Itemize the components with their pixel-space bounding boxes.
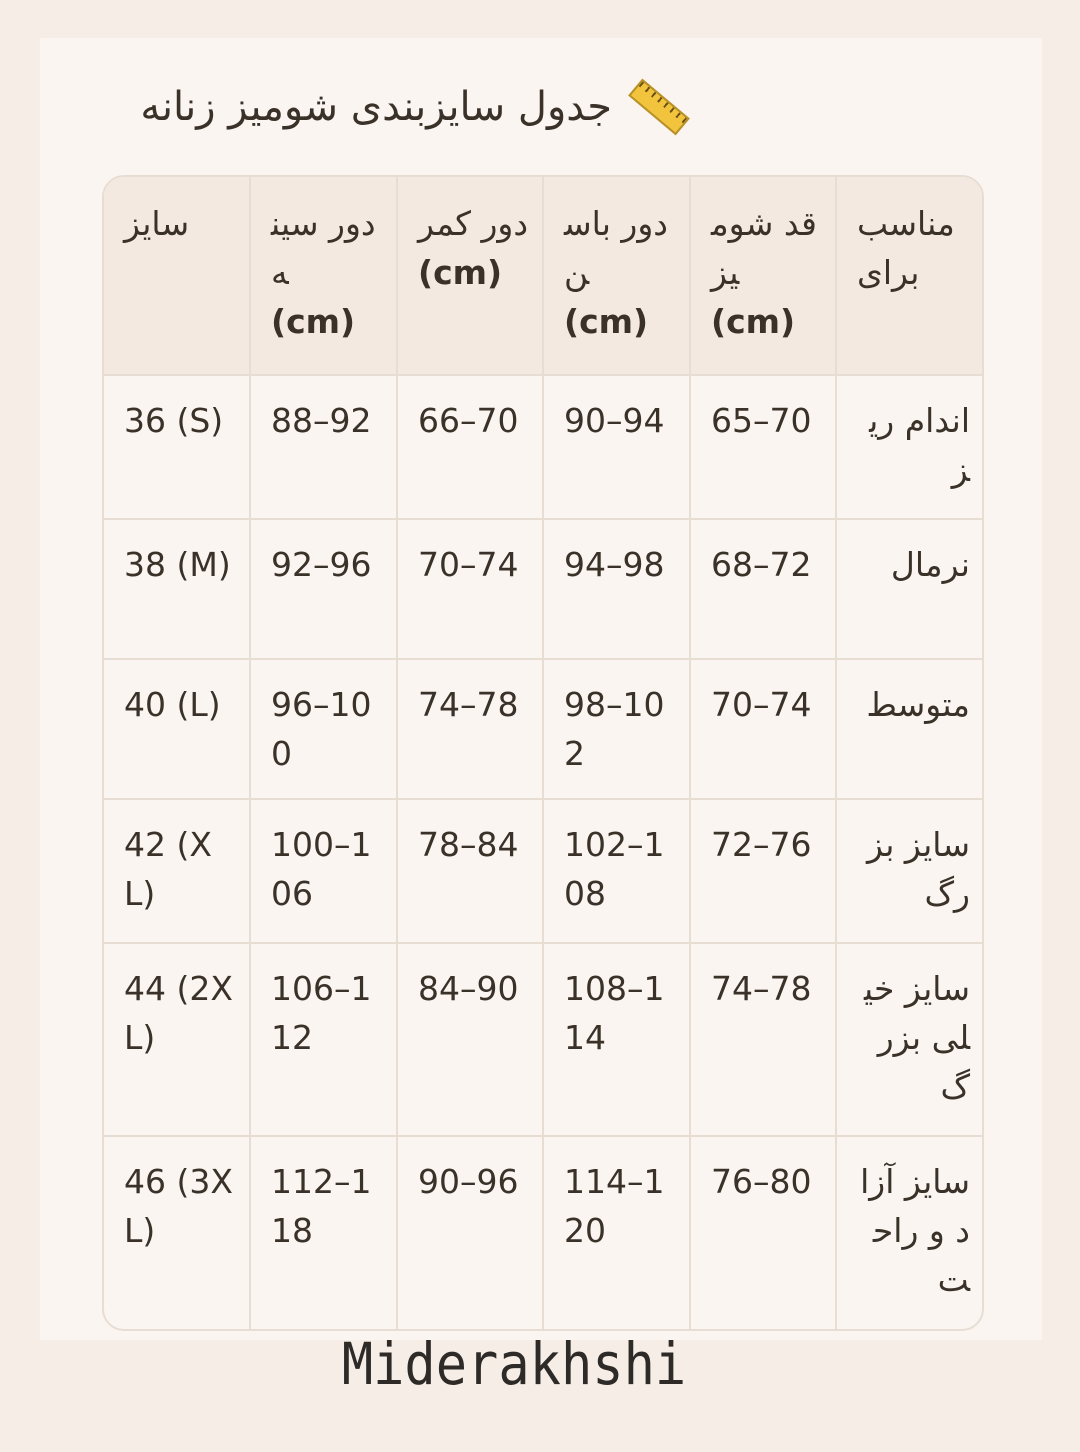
header-waist <box>397 177 543 375</box>
cell-fit: متوسط <box>836 659 982 799</box>
table-row <box>104 659 982 799</box>
header-unit: (cm) <box>271 302 356 341</box>
cell-size: 42 (XL) <box>104 799 250 943</box>
cell-size: 44 (2XL) <box>104 943 250 1136</box>
cell-bust: 88–92 <box>250 375 397 519</box>
cell-waist: 84–90 <box>397 943 543 1136</box>
cell-length: 70–74 <box>690 659 836 799</box>
cell-hip: 114–120 <box>543 1136 690 1329</box>
cell-waist: 74–78 <box>397 659 543 799</box>
header-label: دور سینه <box>271 204 376 292</box>
header-length <box>690 177 836 375</box>
header-label: دور باسن <box>564 204 668 292</box>
cell-waist: 66–70 <box>397 375 543 519</box>
cell-bust: 100–106 <box>250 799 397 943</box>
cell-fit: سایز آزاد و راحت <box>860 1162 970 1299</box>
cell-fit: نرمال <box>836 519 982 659</box>
cell-waist: 90–96 <box>397 1136 543 1329</box>
cell-size: 40 (L) <box>104 659 250 799</box>
cell-bust: 96–100 <box>250 659 397 799</box>
header-label: دور کمر <box>418 204 529 243</box>
ruler-icon <box>628 79 690 136</box>
cell-bust: 112–118 <box>250 1136 397 1329</box>
size-table <box>102 175 984 1331</box>
cell-bust: 106–112 <box>250 943 397 1136</box>
cell-fit: سایز بزرگ <box>836 799 982 943</box>
header-unit: (cm) <box>711 302 796 341</box>
cell-waist: 70–74 <box>397 519 543 659</box>
cell-size: 38 (M) <box>104 519 250 659</box>
header-unit: (cm) <box>418 253 503 292</box>
header-fit <box>836 177 982 375</box>
table-header-row <box>104 177 982 375</box>
header-hip <box>543 177 690 375</box>
table-row <box>104 519 982 659</box>
cell-length: 68–72 <box>690 519 836 659</box>
table-row <box>104 943 982 1136</box>
cell-length: 72–76 <box>690 799 836 943</box>
cell-length: 74–78 <box>690 943 836 1136</box>
cell-bust: 92–96 <box>250 519 397 659</box>
cell-fit: اندام ریز <box>836 375 982 519</box>
table-row <box>104 1136 982 1329</box>
cell-hip: 108–114 <box>543 943 690 1136</box>
page-title-text: جدول سایزبندی شومیز زنانه <box>140 84 612 130</box>
table-row <box>104 375 982 519</box>
header-bust <box>250 177 397 375</box>
cell-length: 76–80 <box>690 1136 836 1329</box>
table-row <box>104 799 982 943</box>
cell-size: 36 (S) <box>104 375 250 519</box>
header-label: مناسب برای <box>857 204 955 292</box>
cell-size: 46 (3XL) <box>104 1136 250 1329</box>
header-unit: (cm) <box>564 302 649 341</box>
cell-fit: سایز خیلی بزرگ <box>836 943 982 1136</box>
cell-hip: 102–108 <box>543 799 690 943</box>
cell-hip: 98–102 <box>543 659 690 799</box>
cell-waist: 78–84 <box>397 799 543 943</box>
cell-length: 65–70 <box>690 375 836 519</box>
cell-hip: 90–94 <box>543 375 690 519</box>
header-label: سایز <box>124 204 190 243</box>
header-label: قد شومیز <box>711 204 817 292</box>
brand-watermark: Miderakhshi <box>341 1331 687 1399</box>
cell-hip: 94–98 <box>543 519 690 659</box>
page-title <box>100 72 700 142</box>
header-size <box>104 177 250 375</box>
